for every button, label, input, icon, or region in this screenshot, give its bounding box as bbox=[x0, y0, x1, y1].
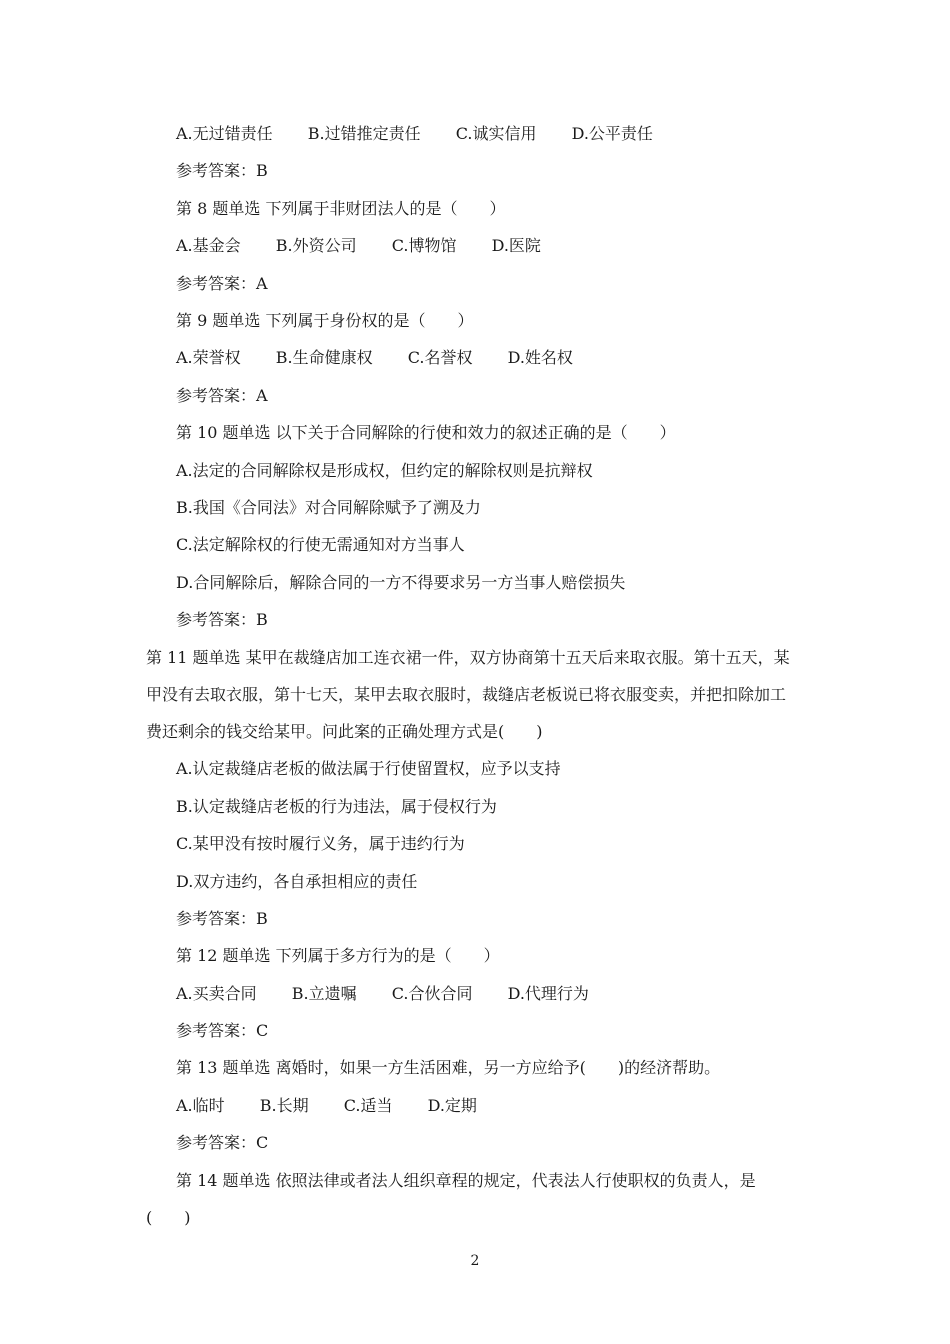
q7-answer: 参考答案：B bbox=[176, 161, 268, 180]
option-c: C.适当 bbox=[343, 1096, 393, 1115]
option-d: D.公平责任 bbox=[571, 124, 653, 143]
q13-question: 第 13 题单选 离婚时，如果一方生活困难，另一方应给予( )的经济帮助。 bbox=[176, 1058, 721, 1077]
option-a: A.买卖合同 bbox=[176, 984, 257, 1003]
q13-options bbox=[176, 1096, 477, 1116]
q14-question-line2: ( ) bbox=[146, 1208, 191, 1227]
q11-option-b: B.认定裁缝店老板的行为违法，属于侵权行为 bbox=[176, 797, 497, 816]
option-b: B.生命健康权 bbox=[275, 348, 373, 367]
page-number: 2 bbox=[470, 1253, 480, 1269]
option-c: C.博物馆 bbox=[391, 236, 457, 255]
option-d: D.定期 bbox=[427, 1096, 477, 1115]
q7-options bbox=[176, 124, 653, 144]
option-b: B.立遗嘱 bbox=[291, 984, 357, 1003]
q11-question-line2: 甲没有去取衣服，第十七天，某甲去取衣服时，裁缝店老板说已将衣服变卖，并把扣除加工 bbox=[146, 685, 787, 704]
q11-answer: 参考答案：B bbox=[176, 909, 268, 928]
option-a: A.基金会 bbox=[176, 236, 241, 255]
option-d: D.代理行为 bbox=[507, 984, 589, 1003]
option-a: A.荣誉权 bbox=[176, 348, 241, 367]
option-c: C.名誉权 bbox=[407, 348, 473, 367]
q11-option-c: C.某甲没有按时履行义务，属于违约行为 bbox=[176, 834, 465, 853]
q10-option-a: A.法定的合同解除权是形成权，但约定的解除权则是抗辩权 bbox=[176, 461, 593, 480]
q12-question: 第 12 题单选 下列属于多方行为的是（ ） bbox=[176, 946, 500, 965]
q8-options bbox=[176, 236, 541, 256]
q11-option-a: A.认定裁缝店老板的做法属于行使留置权，应予以支持 bbox=[176, 759, 561, 778]
q12-answer: 参考答案：C bbox=[176, 1021, 269, 1040]
option-b: B.外资公司 bbox=[275, 236, 357, 255]
q10-option-d: D.合同解除后，解除合同的一方不得要求另一方当事人赔偿损失 bbox=[176, 573, 626, 592]
q9-options bbox=[176, 348, 573, 368]
option-c: C.诚实信用 bbox=[455, 124, 537, 143]
option-b: B.过错推定责任 bbox=[307, 124, 421, 143]
q11-question-line3: 费还剩余的钱交给某甲。问此案的正确处理方式是( ) bbox=[146, 722, 543, 741]
q14-question-line1: 第 14 题单选 依照法律或者法人组织章程的规定，代表法人行使职权的负责人，是 bbox=[176, 1171, 756, 1190]
option-c: C.合伙合同 bbox=[391, 984, 473, 1003]
option-d: D.医院 bbox=[491, 236, 541, 255]
q11-option-d: D.双方违约，各自承担相应的责任 bbox=[176, 872, 418, 891]
q9-question: 第 9 题单选 下列属于身份权的是（ ） bbox=[176, 311, 474, 330]
q9-answer: 参考答案：A bbox=[176, 386, 268, 405]
q10-option-b: B.我国《合同法》对合同解除赋予了溯及力 bbox=[176, 498, 481, 517]
option-b: B.长期 bbox=[259, 1096, 309, 1115]
q8-answer: 参考答案：A bbox=[176, 274, 268, 293]
q10-option-c: C.法定解除权的行使无需通知对方当事人 bbox=[176, 535, 465, 554]
q10-question: 第 10 题单选 以下关于合同解除的行使和效力的叙述正确的是（ ） bbox=[176, 423, 676, 442]
q12-options bbox=[176, 984, 589, 1004]
q11-question-line1: 第 11 题单选 某甲在裁缝店加工连衣裙一件，双方协商第十五天后来取衣服。第十五天，某 bbox=[146, 648, 790, 667]
q8-question: 第 8 题单选 下列属于非财团法人的是（ ） bbox=[176, 199, 506, 218]
option-a: A.临时 bbox=[176, 1096, 225, 1115]
option-a: A.无过错责任 bbox=[176, 124, 273, 143]
q10-answer: 参考答案：B bbox=[176, 610, 268, 629]
option-d: D.姓名权 bbox=[507, 348, 573, 367]
q13-answer: 参考答案：C bbox=[176, 1133, 269, 1152]
